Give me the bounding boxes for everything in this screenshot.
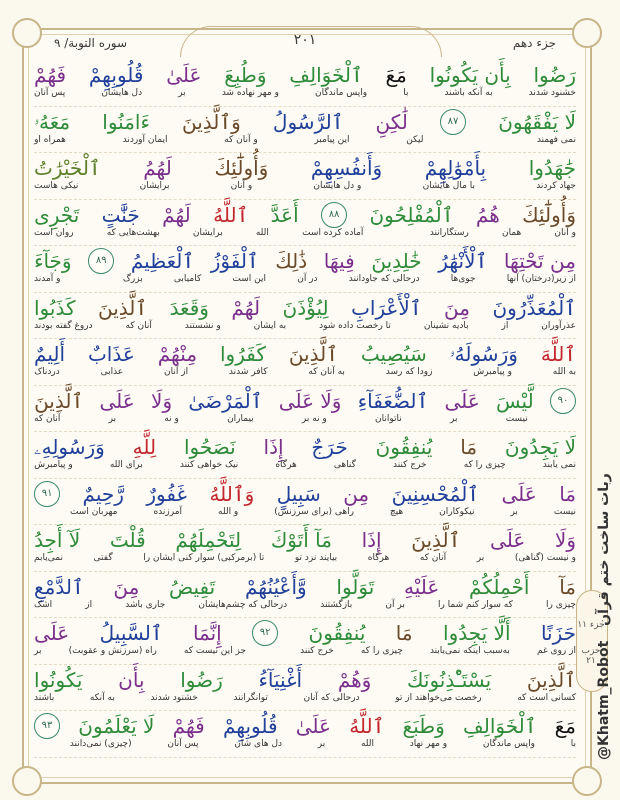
word-translation: بازگشتند [320,599,353,610]
arabic-word: لَهُمْ [162,202,191,227]
arabic-word: وَطَبَعَ [402,714,445,738]
word-translation: آنان که [125,320,152,331]
translation-row [34,553,576,563]
word-translation: توانگرانند [233,692,268,703]
arabic-word: لِتَحْمِلَهُمْ [175,528,242,552]
arabic-word: وَٱللَّهُ [209,481,255,506]
word-translation: با [403,88,409,98]
arabic-word: وَطُبِعَ [224,63,267,87]
arabic-row [34,620,576,646]
word-translation: جاری باشد [125,599,166,610]
arabic-word: وَلَا [554,528,576,552]
word-translation: نیست [505,413,528,424]
arabic-word: أَلَّا يَجِدُوا [443,621,511,645]
word-translation: ناتوانان [375,413,402,424]
word-translation: نیکی هاست [34,181,79,191]
verse-line [34,200,576,247]
word-translation: تا رخصت داده شود [319,320,391,331]
word-translation: با مال هایشان [422,181,476,191]
verse-line [34,525,576,572]
watermark [596,473,612,760]
verse-line [34,665,576,712]
ayah-number-marker: ۹۲ [252,620,278,646]
arabic-word: ذَٰلِكَ [275,249,308,273]
arabic-row [34,713,576,739]
word-translation: خشنود شدند [528,88,576,98]
arabic-word: كَذَبُوا [34,295,76,320]
arabic-word: ٱلَّذِينَ [526,667,576,692]
word-translation: واپس ماندگان [315,88,368,98]
arabic-word: لَا يَعْلَمُونَ [78,714,155,738]
arabic-word: فِيهَا [323,249,355,273]
arabic-word: إِذَا [263,435,284,459]
word-translation: هرگاه [367,553,390,563]
word-translation: زودا که رسد [385,367,433,377]
word-translation: خرج کنند [392,460,427,470]
arabic-word: لَا يَجِدُونَ [504,435,576,459]
ayah-number-marker: ۹۰ [550,388,576,414]
translation-row [34,228,576,238]
arabic-word: سَيُصِيبُ [360,342,427,366]
word-translation: و نشستند [184,320,221,331]
verse-line [34,479,576,526]
arabic-word: ٱلَّذِينَ [97,295,148,320]
arabic-word: لَآ أَجِدُ [34,528,81,552]
word-translation: همان [501,227,522,238]
word-translation: بر [34,646,42,656]
arabic-word: ٱلْأَعْرَابِ [351,295,422,320]
translation-row [34,507,576,517]
arabic-word: رَضُوا [180,667,223,692]
arabic-word: ٱللَّهُ [349,714,385,738]
verse-line [34,293,576,340]
word-translation: نیک خواهی کنند [179,460,239,470]
word-translation: درحالی که چشم‌هایشان [198,599,288,610]
arabic-word: خَٰلِدِينَ [371,249,422,273]
arabic-word: لِيُؤْذَنَ [282,295,329,320]
word-translation: نیکوکاران [439,506,475,517]
arabic-word: مِنَ [113,574,140,599]
word-translation: با [570,739,576,749]
word-translation: چیزی را که [360,646,403,656]
arabic-word: مَآ أَتَوْكَ [270,528,332,552]
arabic-word: غَفُورٌ [146,481,187,506]
arabic-word: وَهُمْ [337,667,372,692]
verse-line [34,572,576,619]
arabic-row [34,295,576,321]
arabic-word: بِأَمْوَٰلِهِمْ [424,156,487,180]
arabic-row [34,481,576,507]
arabic-word: ٱلْمَرْضَىٰ [188,388,263,413]
arabic-row [34,574,576,600]
word-translation: و آنان [554,227,576,238]
arabic-word: ٱللَّهَ [540,342,576,366]
word-translation: و آنان که [224,134,258,145]
arabic-word: وَأُولَٰٓئِكَ [522,202,576,227]
arabic-word: ٱلْخَوَالِفِ [463,714,537,738]
arabic-word: ٱلْأَنْهَٰرُ [438,249,488,273]
arabic-word: ٱلَّذِينَ [411,528,461,552]
word-translation: بادیه نشینان [423,320,469,331]
arabic-word: حَزَنًا [540,621,576,645]
word-translation: و نه بر [301,413,327,424]
word-translation: این است [232,274,267,284]
word-translation: لیکن [406,134,424,145]
word-translation: گفتی [93,553,113,563]
word-translation: و آنان [230,181,253,191]
word-translation: الله [255,227,269,238]
arabic-word: عَلَى [34,621,70,645]
arabic-word: وَأُولَٰٓئِكَ [214,156,269,180]
side-hizb: حزب ۲۱ [581,646,601,666]
verse-line [34,107,576,154]
arabic-word: يَسْتَـْٔذِنُونَكَ [407,667,492,692]
word-translation: دردناک [34,367,60,377]
arabic-word: إِذَا [361,528,382,552]
arabic-word: ٱلسَّبِيلُ [99,621,163,645]
word-translation: چیزی را [546,599,576,610]
arabic-word: ٱلْمُحْسِنِينَ [391,481,480,506]
word-translation: پس آنان [34,88,66,98]
word-translation: راهی (برای سرزنش) [274,506,354,517]
word-translation: درحالی که جاودانند [348,274,420,284]
word-translation: بر [476,553,485,563]
word-translation: آمرزنده [153,506,183,517]
translation-row [34,135,576,145]
word-translation: جز این نیست که [183,646,247,656]
arabic-word: عَلَى [501,481,537,506]
word-translation: و الله [218,506,239,517]
arabic-word: سَبِيلٍ [276,481,321,506]
arabic-word: مَا [395,621,413,645]
page-number: ۲۰۱ [293,32,317,48]
word-translation: الله [360,739,375,749]
arabic-word: وَٱلَّذِينَ [182,109,241,134]
word-translation: رستگارانند [429,227,469,238]
arabic-word: ٱلْخَوَالِفِ [289,63,363,87]
word-translation: و نیست (گناهی) [514,553,576,563]
arabic-word: عَلَىٰ [166,63,202,87]
arabic-row [34,341,576,367]
page-header [40,30,570,54]
arabic-word: بِأَن يَكُونُوا [429,63,511,87]
arabic-word: عَذَابٌ [87,342,135,366]
arabic-word: ٱلْخَيْرَٰتُ [34,156,101,180]
arabic-word: مَا [460,435,478,459]
word-translation: جهاد کردند [536,181,576,191]
arabic-word: لِلَّهِ [132,435,157,459]
arabic-word: وَرَسُولِهِۦ [34,435,105,459]
arabic-word: تَوَلَّوا [336,574,375,599]
watermark-title: ربات ساخت ختم قرآن [596,473,612,626]
word-translation: خشنود شدند [150,692,198,703]
arabic-word: وَأَنفُسِهِمْ [310,156,383,180]
arabic-word: قُلُوبِهِمْ [222,714,278,738]
arabic-word: بِأَن [118,667,145,692]
arabic-word: مِن [343,481,370,506]
word-translation: درحالی که آنان [303,692,360,703]
word-translation: روان است [34,227,74,238]
arabic-word: قُلْتَ [109,528,146,552]
word-translation: بهشت‌هایی که [106,227,160,238]
translation-row [34,88,576,98]
arabic-row [34,248,576,274]
word-translation: از زیر(درختان) آنها [506,274,576,284]
arabic-word: هُمُ [475,202,500,227]
word-translation: باشند [34,692,55,703]
word-translation: برای الله [109,460,143,470]
arabic-word: جَٰهَدُوا [528,156,576,180]
translation-row [34,693,576,703]
arabic-word: قُلُوبِهِمْ [88,63,144,87]
translation-row [34,367,576,377]
arabic-word: جَنَّٰتٍ [101,202,140,227]
arabic-row [34,434,576,460]
word-translation: بر [317,739,326,749]
word-translation: به‌سبب اینکه نمی‌یابند [429,646,510,656]
arabic-word: كَفَرُوا [219,342,266,366]
word-translation: از [501,320,509,331]
side-juz: جزء ۱۱ [577,620,605,630]
ayah-number-marker: ۸۷ [440,109,466,135]
translation-row [34,414,576,424]
arabic-word: عَلَيْهِ [404,574,440,599]
arabic-word: تَفِيضُ [169,574,216,599]
verse-line [34,246,576,293]
word-translation: تا (برمرکبی) سوار کنی ایشان را [143,553,265,563]
arabic-word: ٱلدَّمْعِ [34,574,84,599]
word-translation: کامیابی [173,274,202,284]
word-translation: رخصت می‌خواهند از تو [395,692,482,703]
word-translation: و پیامبرش [473,367,512,377]
word-translation: پس آنان [167,739,199,749]
word-translation: آماده کرده است [302,227,364,238]
arabic-word: مَعَ [554,714,576,738]
arabic-word: مَعَ [385,63,407,87]
arabic-word: لَّيْسَ [496,388,534,413]
word-translation: آنان که [34,413,61,424]
translation-row [34,646,576,656]
word-translation: و مهر نهاد [409,739,448,749]
word-translation: کافر شدند [228,367,268,377]
verse-line [34,153,576,200]
surah-label: سوره التوبة/ ۹ [54,36,128,50]
word-translation: و دل هایشان [313,181,362,191]
translation-row [34,181,576,191]
arabic-word: وَرَسُولَهُۥ [449,342,518,366]
arabic-word: أَعَدَّ [270,202,299,227]
word-translation: آنان که [419,553,447,563]
arabic-word: لَٰكِنِ [375,109,408,134]
arabic-word: ٱلرَّسُولُ [272,109,344,134]
arabic-word: رَّحِيمٌ [82,481,124,506]
arabic-row [34,62,576,88]
translation-row [34,739,576,749]
word-translation: واپس ماندگان [482,739,536,749]
word-translation: گناهی [333,460,356,470]
arabic-word: مَا [559,481,576,506]
ayah-number-marker: ۸۸ [321,202,347,228]
word-translation: همراه او [34,134,66,145]
arabic-word: أَحْمِلُكُمْ [469,574,530,599]
word-translation: نمی فهمند [536,134,576,145]
word-translation: بزرگ [122,274,143,284]
word-translation: هیچ [389,506,404,517]
arabic-word: لَهُمْ [231,295,261,320]
arabic-word: يُنفِقُونَ [308,621,366,645]
word-translation: بر [510,506,518,517]
word-translation: هرگاه [275,460,297,470]
word-translation: که سوار کنم شما را [437,599,513,610]
arabic-word: يَكُونُوا [34,667,83,692]
arabic-word: وَلَا [151,388,173,413]
arabic-word: ٱلَّذِينَ [288,342,338,366]
word-translation: و پیامبرش [34,460,73,470]
arabic-row [34,527,576,553]
word-translation: اشک [34,599,53,610]
word-translation: در آن [297,274,318,284]
word-translation: برایشان [139,181,170,191]
arabic-word: عَلَى [99,388,135,413]
word-translation: چیزی را که [463,460,506,470]
arabic-word: مِن تَحْتِهَا [503,249,576,273]
word-translation: به ایشان [253,320,287,331]
word-translation: عذابی [100,367,124,377]
arabic-word: نَصَحُوا [183,435,236,459]
verse-line [34,618,576,665]
arabic-word: وَّأَعْيُنُهُمْ [244,574,307,599]
word-translation: به آنکه [89,692,115,703]
word-translation: برایشان [192,227,223,238]
verse-line [34,60,576,107]
arabic-word: عَلَى [444,388,480,413]
word-translation: و مهر نهاده شد [221,88,279,98]
arabic-word: مِنْهُمْ [157,342,198,366]
word-translation: عذرآوران [541,320,576,331]
corner-ornament [12,766,42,796]
word-translation: مهربان است [69,506,118,517]
arabic-word: عَلَى [490,528,526,552]
word-translation: راه (سرزنش و عقوبت) [68,646,157,656]
arabic-word: ٱلَّذِينَ [34,388,84,413]
translation-row [34,600,576,610]
arabic-word: وَقَعَدَ [169,295,209,320]
watermark-handle: @Khatm_Robot [596,640,612,760]
word-translation: به آنان که [308,367,345,377]
arabic-word: عَلَىٰ [295,714,331,738]
word-translation: بر [178,88,186,98]
word-translation: این پیامبر [314,134,350,145]
arabic-row [34,202,576,228]
arabic-word: حَرَجٌ [311,435,348,459]
arabic-word: مِنَ [444,295,470,320]
translation-row [34,460,576,470]
arabic-word: يُنفِقُونَ [375,435,433,459]
word-translation: دل های شان [234,739,282,749]
arabic-word: أَلِيمٌ [34,342,66,366]
corner-ornament [572,766,602,796]
word-translation: کسانی است که [517,692,576,703]
word-translation: خرج کنند [300,646,334,656]
word-translation: بر [449,413,458,424]
word-translation: (چیزی) نمی‌دانند [69,739,132,749]
translation-row [34,321,576,331]
corner-ornament [572,18,602,48]
word-translation: از [85,599,93,610]
ayah-number-marker: ۹۱ [34,481,60,507]
arabic-word: لَا يَفْقَهُونَ [498,109,576,134]
arabic-word: ٱلْعَظِيمُ [130,249,195,273]
juz-label: جزء دهم [512,36,556,50]
verse-line [34,711,576,758]
arabic-word: إِنَّمَا [192,621,222,645]
arabic-word: رَضُوا [533,63,576,87]
corner-ornament [12,18,42,48]
quran-text-lines [34,60,576,758]
arabic-row [34,388,576,414]
arabic-word: ٱلْفَوْزُ [210,249,259,273]
verse-line [34,386,576,433]
arabic-word: وَلَا عَلَى [278,388,342,413]
arabic-row [34,667,576,693]
word-translation: و آمدند [34,274,61,284]
arabic-word: فَهُمْ [34,63,67,87]
arabic-word: ٱلْمُفْلِحُونَ [369,202,454,227]
word-translation: بیماران [227,413,254,424]
arabic-word: وَجَآءَ [34,249,72,273]
word-translation: از آنان [164,367,189,377]
verse-line [34,432,576,479]
verse-line [34,339,576,386]
arabic-word: أَغْنِيَآءُ [258,667,303,692]
translation-row [34,274,576,284]
word-translation: نیست [553,506,576,517]
arabic-word: ٱلْمُعَذِّرُونَ [492,295,576,320]
arabic-word: ٱلضُّعَفَآءِ [357,388,429,413]
arabic-word: ءَامَنُوا [102,109,150,134]
ayah-number-marker: ۸۹ [88,248,114,274]
word-translation: جوی‌ها [450,274,476,284]
word-translation: بر [108,413,117,424]
word-translation: دل هایشان [101,88,143,98]
word-translation: بیایند نزد تو [294,553,338,563]
word-translation: و نه [164,413,179,424]
ayah-number-marker: ۹۳ [34,713,60,739]
word-translation: دروغ گفته بودند [34,320,93,331]
arabic-word: ٱللَّهُ [213,202,249,227]
arabic-word: لَهُمُ [143,156,172,180]
word-translation: ایمان آوردند [122,134,168,145]
word-translation: از روی غم [536,646,576,656]
word-translation: نمی‌یابم [34,553,63,563]
arabic-word: مَعَهُۥ [34,109,71,134]
arabic-word: تَجْرِى [34,202,80,227]
arabic-word: فَهُمْ [172,714,205,738]
arabic-row [34,155,576,181]
word-translation: به الله [552,367,576,377]
arabic-word: مَآ [559,574,576,599]
word-translation: به آنکه باشند [444,88,493,98]
arabic-row [34,109,576,135]
word-translation: بر آن [385,599,405,610]
word-translation: نمی یابند [542,460,576,470]
